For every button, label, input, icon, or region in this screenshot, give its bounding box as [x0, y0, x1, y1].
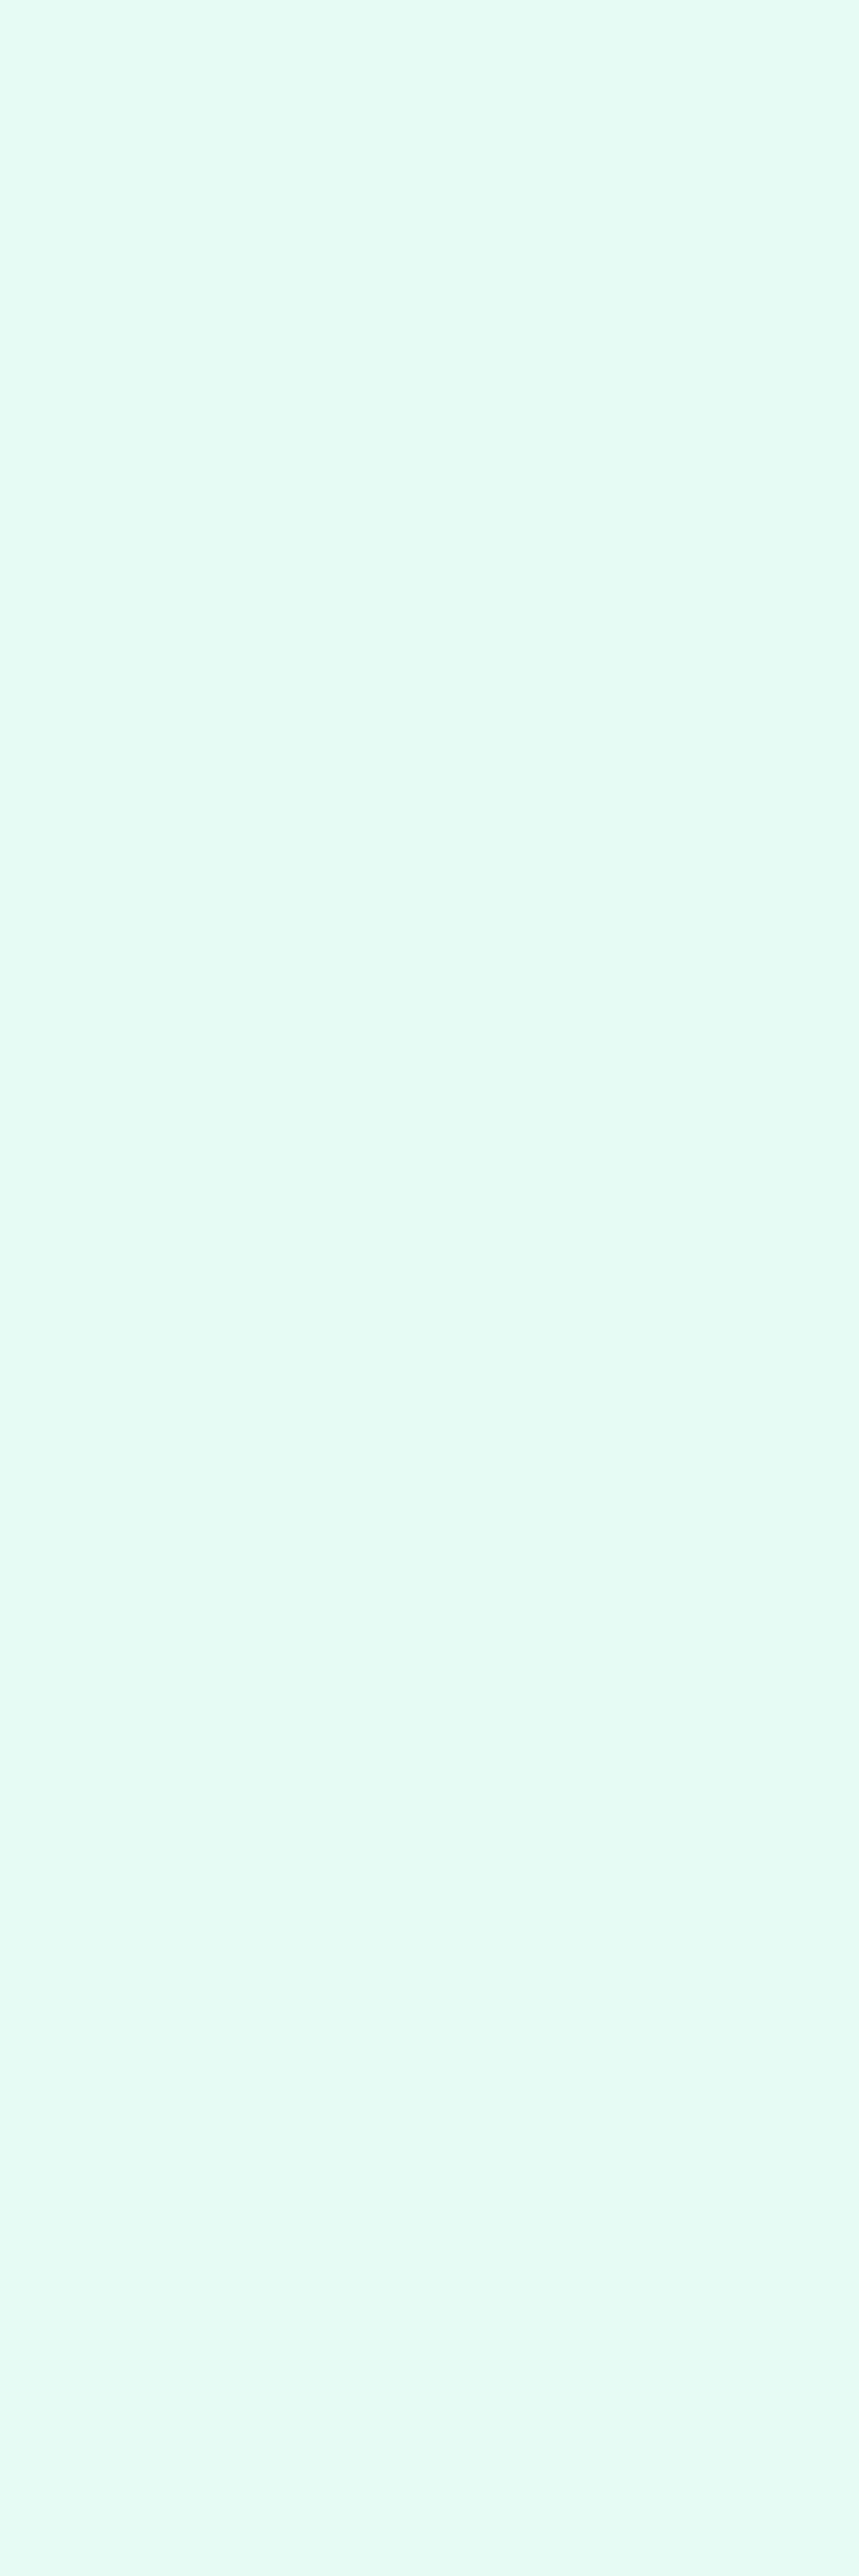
exchange-section: [24, 893, 840, 919]
extra-section: [24, 1395, 840, 1421]
